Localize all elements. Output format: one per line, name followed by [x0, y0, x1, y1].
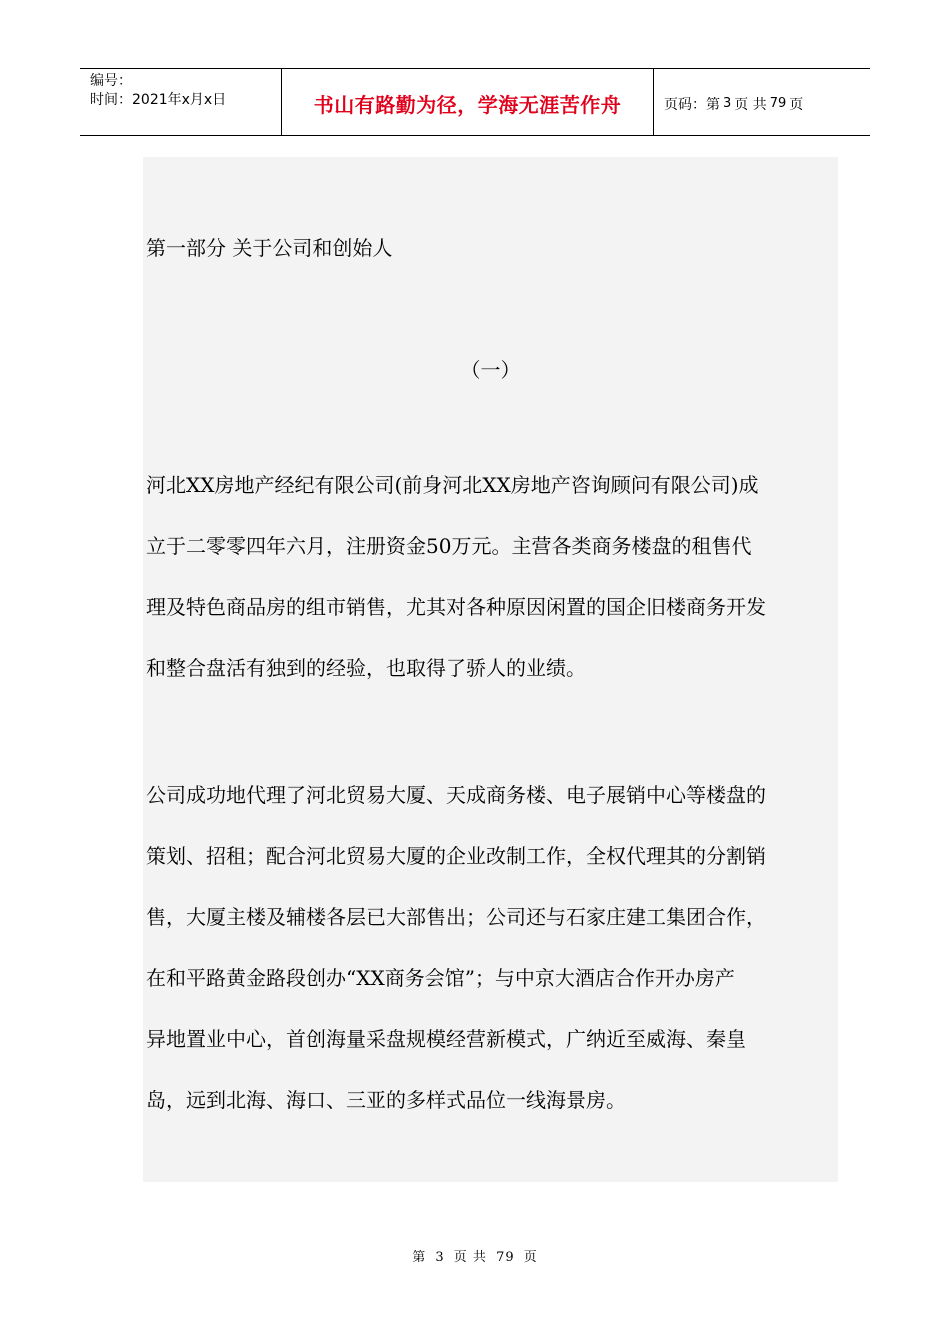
footer-mid: 页 共 — [453, 1250, 487, 1265]
footer-current-page: 3 — [435, 1250, 445, 1265]
page-code-suffix: 页 — [789, 96, 804, 113]
paragraph-line: 立于二零零四年六月，注册资金50万元。主营各类商务楼盘的租售代 — [146, 534, 752, 558]
header-meta-cell — [80, 69, 282, 135]
header-page-code-cell — [654, 69, 870, 135]
page-footer — [0, 1246, 950, 1265]
document-number-label: 编号： — [90, 73, 132, 89]
page-header — [80, 68, 870, 136]
header-motto: 书山有路勤为径，学海无涯苦作舟 — [313, 93, 622, 117]
page-code-current: 3 — [723, 96, 732, 111]
paragraph-line: 理及特色商品房的组市销售，尤其对各种原因闲置的国企旧楼商务开发 — [146, 595, 766, 619]
footer-suffix: 页 — [523, 1250, 538, 1265]
page-code-mid: 页 共 — [734, 96, 767, 113]
paragraph-line: 公司成功地代理了河北贸易大厦、天成商务楼、电子展销中心等楼盘的 — [146, 783, 766, 807]
paragraph-line: 河北XX房地产经纪有限公司(前身河北XX房地产咨询顾问有限公司)成 — [146, 473, 759, 497]
header-motto-cell — [282, 69, 654, 135]
footer-prefix: 第 — [412, 1250, 427, 1265]
section-title: 第一部分 关于公司和创始人 — [146, 236, 393, 260]
paragraph-line: 和整合盘活有独到的经验，也取得了骄人的业绩。 — [146, 656, 586, 680]
paragraph-company-intro — [146, 455, 841, 699]
page-code-total: 79 — [769, 96, 787, 111]
subsection-mark: （一） — [460, 358, 521, 382]
paragraph-line: 售，大厦主楼及辅楼各层已大部售出；公司还与石家庄建工集团合作， — [146, 905, 766, 929]
page-code-prefix: 页码：第 — [664, 96, 720, 113]
document-time-label: 时间：2021年x月x日 — [90, 92, 227, 108]
footer-total-pages: 79 — [496, 1250, 515, 1265]
paragraph-line: 在和平路黄金路段创办“XX商务会馆”；与中京大酒店合作开办房产 — [146, 966, 735, 990]
paragraph-company-projects — [146, 765, 841, 1131]
paragraph-line: 异地置业中心，首创海量采盘规模经营新模式，广纳近至威海、秦皇 — [146, 1027, 746, 1051]
paragraph-line: 岛，远到北海、海口、三亚的多样式品位一线海景房。 — [146, 1088, 626, 1112]
paragraph-line: 策划、招租；配合河北贸易大厦的企业改制工作，全权代理其的分割销 — [146, 844, 766, 868]
